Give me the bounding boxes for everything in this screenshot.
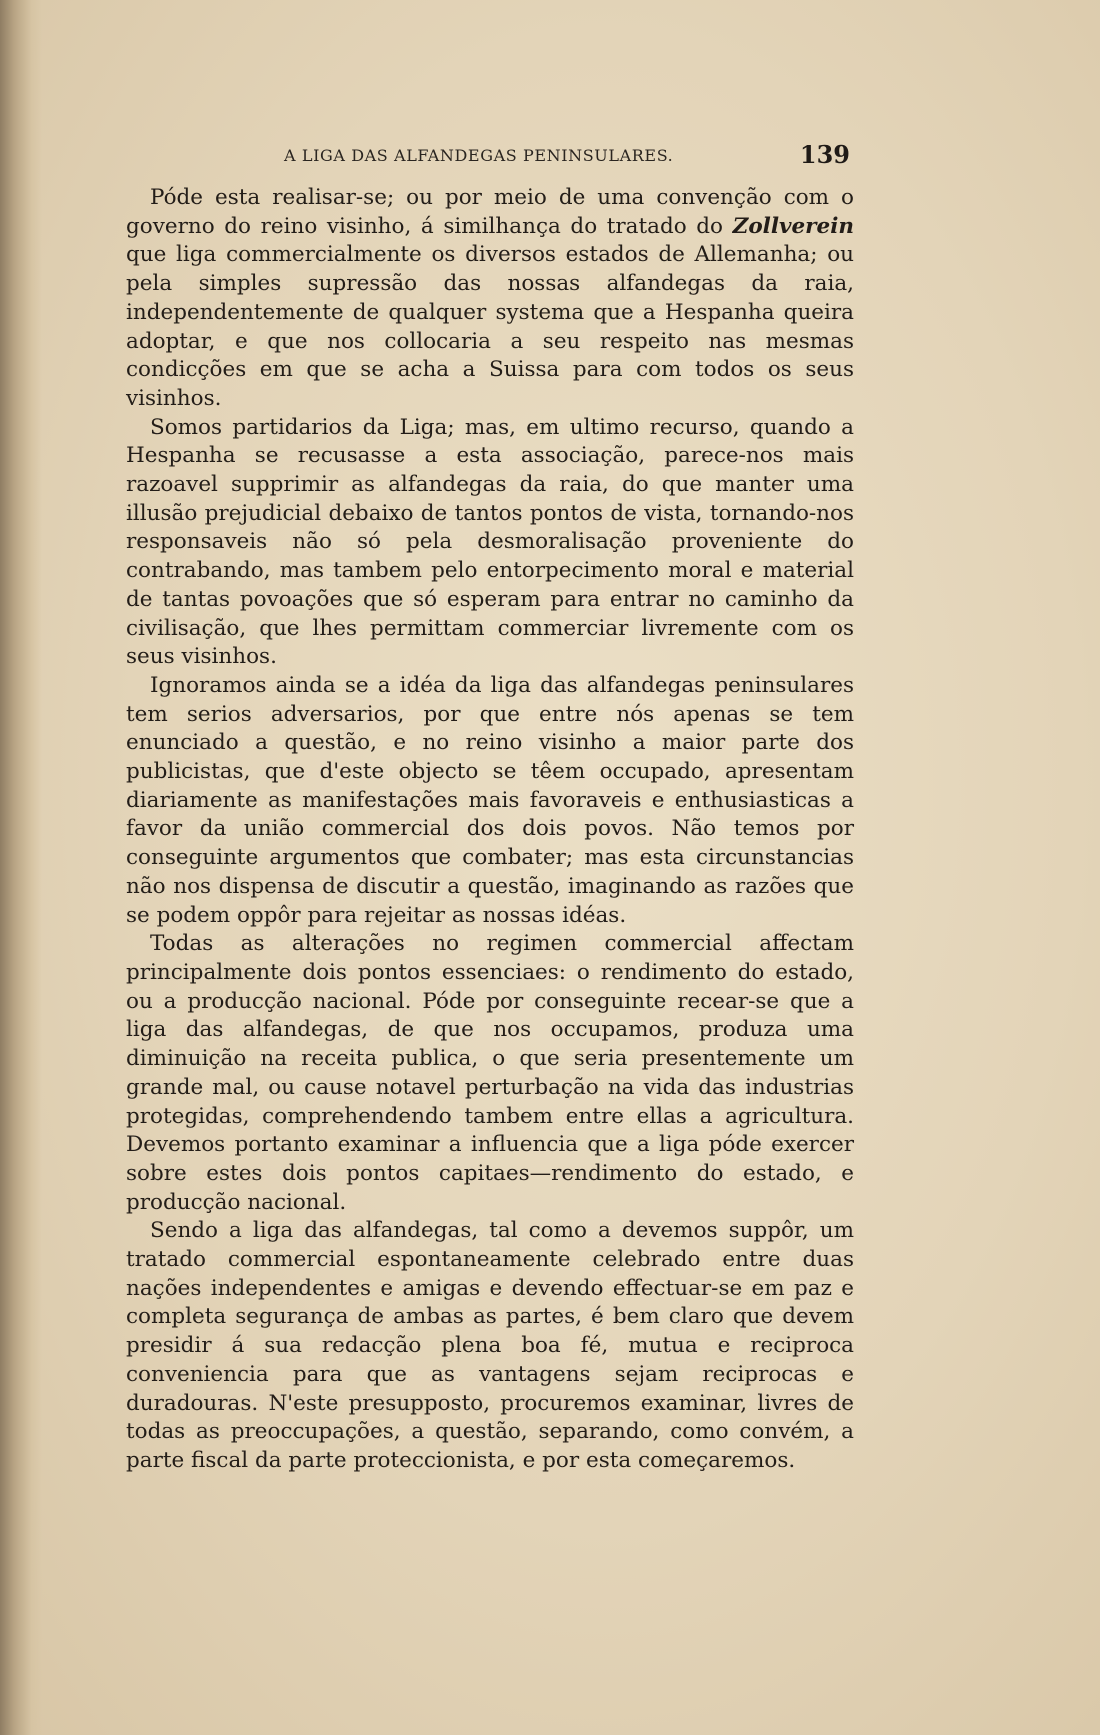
paragraph-4: Todas as alterações no regimen commercial affectam principalmente dois pontos essenciaes: o rendimento do estado, ou a producção nacional. Póde por conseguinte recear-se que a liga das alfandegas, de que nos occupamos, produza uma diminuição na receita publica, o que seria presentemente um grande mal, ou cause notavel perturbação na vida das industrias protegidas, comprehendendo tambem entre ellas a agricultura. Devemos portanto examinar a influencia que a liga póde exercer sobre estes dois pontos capitaes—rendimento do estado, e producção nacional. [126, 931, 854, 1215]
body-text [126, 184, 854, 1476]
page-number: 139 [799, 140, 850, 169]
paragraph-5: Sendo a liga das alfandegas, tal como a devemos suppôr, um tratado commercial espontaneamente celebrado entre duas nações independentes e amigas e devendo effectuar-se em paz e completa segurança de ambas as partes, é bem claro que devem presidir á sua redacção plena boa fé, mutua e reciproca conveniencia para que as vantagens sejam reciprocas e duradouras. N'este presupposto, procuremos examinar, livres de todas as preoccupações, a questão, separando, como convém, a parte fiscal da parte proteccionista, e por esta começaremos. [126, 1218, 854, 1473]
running-title: A LIGA DAS ALFANDEGAS PENINSULARES. [284, 146, 674, 165]
paragraph-1-emphasis: Zollverein [732, 213, 854, 239]
paragraph-1-text-b: que liga commercialmente os diversos estados de Allemanha; ou pela simples supressão das nossas alfandegas da raia, independentemente de qualquer systema que a Hespanha queira adoptar, e que nos collocaria a seu respeito nas mesmas condicções em que se acha a Suissa para com todos os seus visinhos. [126, 242, 854, 411]
binding-shadow [0, 0, 42, 1735]
paragraph-2: Somos partidarios da Liga; mas, em ultimo recurso, quando a Hespanha se recusasse a esta associação, parece-nos mais razoavel supprimir as alfandegas da raia, do que manter uma illusão prejudicial debaixo de tantos pontos de vista, tornando-nos responsaveis não só pela desmoralisação proveniente do contrabando, mas tambem pelo entorpecimento moral e material de tantas povoações que só esperam para entrar no caminho da civilisação, que lhes permittam commerciar livremente com os seus visinhos. [126, 414, 854, 670]
paragraph-3: Ignoramos ainda se a idéa da liga das alfandegas peninsulares tem serios adversarios, por que entre nós apenas se tem enunciado a questão, e no reino visinho a maior parte dos publicistas, que d'este objecto se têem occupado, apresentam diariamente as manifestações mais favoraveis e enthusiasticas a favor da união commercial dos dois povos. Não temos por conseguinte argumentos que combater; mas esta circunstancias não nos dispensa de discutir a questão, imaginando as razões que se podem oppôr para rejeitar as nossas idéas. [126, 672, 854, 928]
paragraph-1-text-a: Póde esta realisar-se; ou por meio de uma convenção com o governo do reino visinho, á similhança do tratado do [126, 185, 854, 239]
running-head [130, 138, 850, 178]
paragraph-1 [126, 184, 854, 414]
